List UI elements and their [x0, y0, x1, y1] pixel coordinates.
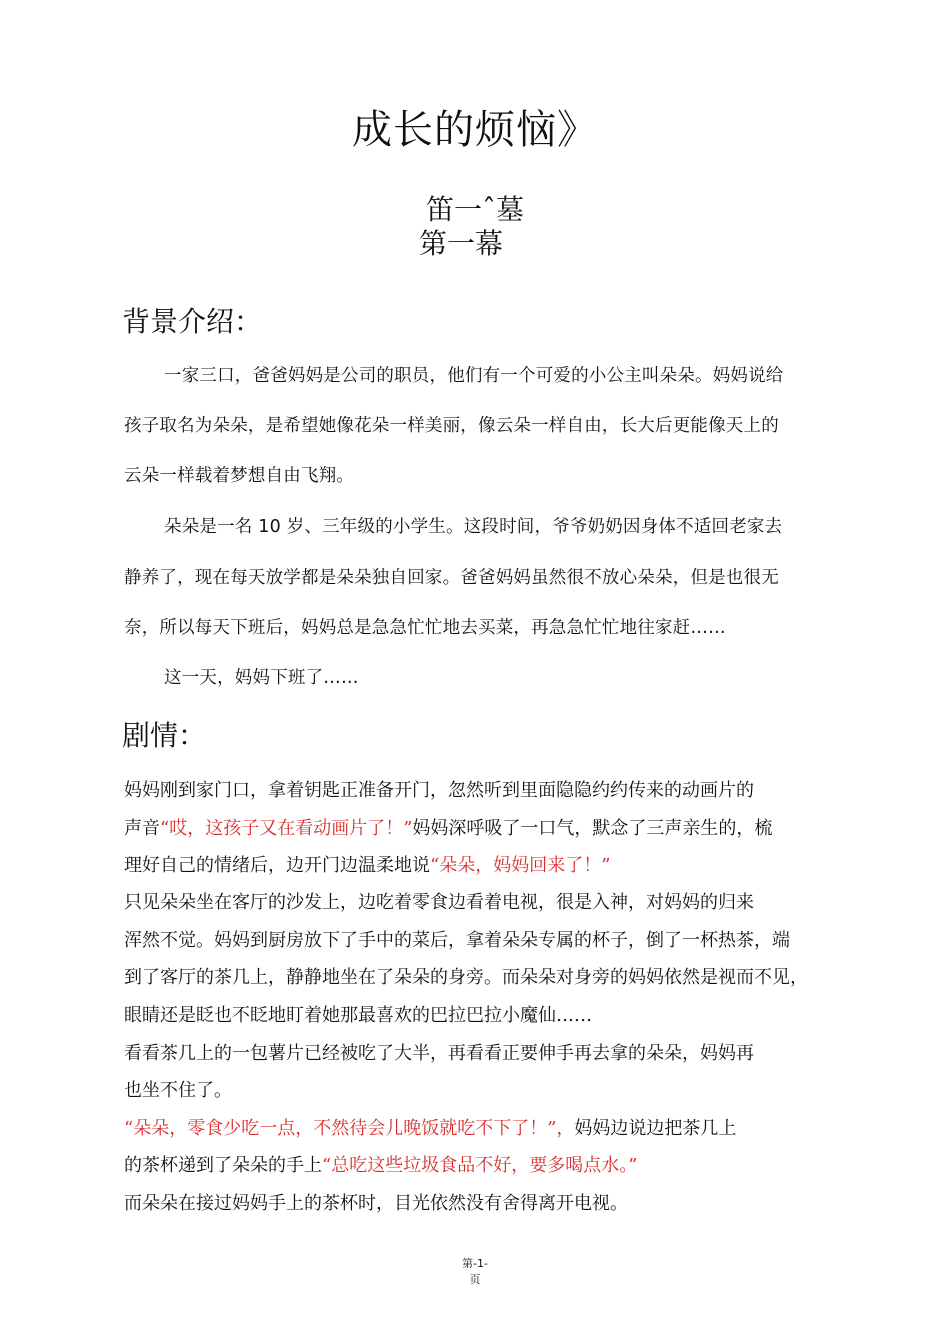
background-line: 静养了，现在每天放学都是朵朵独自回家。爸爸妈妈虽然很不放心朵朵，但是也很无 [124, 568, 779, 588]
dialogue-text: “朵朵，妈妈回来了！” [430, 855, 611, 876]
plot-heading: 剧情： [122, 719, 207, 752]
plot-line: 妈妈刚到家门口，拿着钥匙正准备开门，忽然听到里面隐隐约约传来的动画片的 [124, 780, 754, 801]
dialogue-text: “朵朵，零食少吃一点，不然待会儿晚饭就吃不下了！”， [124, 1118, 575, 1139]
page-number: 第-1- [462, 1257, 488, 1270]
act-heading: 第一幕 [418, 227, 503, 260]
plot-line: 到了客厅的茶几上，静静地坐在了朵朵的身旁。而朵朵对身旁的妈妈依然是视而不见， [124, 967, 808, 988]
plot-line: 也坐不住了。 [124, 1080, 232, 1101]
act-heading-garbled: 笛一ˆ墓 [425, 193, 524, 226]
dialogue-text: “哎，这孩子又在看动画片了！” [160, 818, 413, 839]
plot-line [124, 814, 772, 840]
plot-line: 看看茶几上的一包薯片已经被吃了大半，再看看正要伸手再去拿的朵朵，妈妈再 [124, 1043, 754, 1064]
plot-text: 妈妈深呼吸了一口气，默念了三声亲生的，梳 [412, 818, 773, 839]
document-title: 成长的烦恼》 [352, 107, 598, 153]
plot-text: 声音 [124, 818, 160, 839]
plot-line [124, 1151, 637, 1177]
plot-text: 妈妈边说边把茶几上 [574, 1118, 737, 1139]
page-number-suffix: 页 [469, 1273, 481, 1286]
plot-line: 眼睛还是眨也不眨地盯着她那最喜欢的巴拉巴拉小魔仙…… [124, 1005, 592, 1026]
background-line: 云朵一样载着梦想自由飞翔。 [124, 466, 355, 486]
plot-line [124, 851, 610, 877]
plot-line [124, 1114, 736, 1140]
background-line: 孩子取名为朵朵，是希望她像花朵一样美丽，像云朵一样自由，长大后更能像天上的 [124, 416, 779, 436]
plot-line: 只见朵朵坐在客厅的沙发上，边吃着零食边看着电视，很是入神，对妈妈的归来 [124, 892, 754, 913]
background-line: 一家三口，爸爸妈妈是公司的职员，他们有一个可爱的小公主叫朵朵。妈妈说给 [164, 366, 784, 386]
plot-line: 而朵朵在接过妈妈手上的茶杯时，目光依然没有舍得离开电视。 [124, 1193, 628, 1214]
background-line: 奈，所以每天下班后，妈妈总是急急忙忙地去买菜，再急急忙忙地往家赶…… [124, 618, 726, 638]
plot-line: 浑然不觉。妈妈到厨房放下了手中的菜后，拿着朵朵专属的杯子，倒了一杯热茶，端 [124, 930, 790, 951]
background-line: 朵朵是一名 10 岁、三年级的小学生。这段时间，爷爷奶奶因身体不适回老家去 [164, 517, 783, 537]
dialogue-text: “总吃这些垃圾食品不好，要多喝点水。” [322, 1155, 638, 1176]
plot-text: 的茶杯递到了朵朵的手上 [124, 1155, 322, 1176]
background-line: 这一天，妈妈下班了…… [164, 668, 359, 688]
plot-text: 理好自己的情绪后，边开门边温柔地说 [124, 855, 430, 876]
background-heading: 背景介绍： [122, 305, 263, 338]
